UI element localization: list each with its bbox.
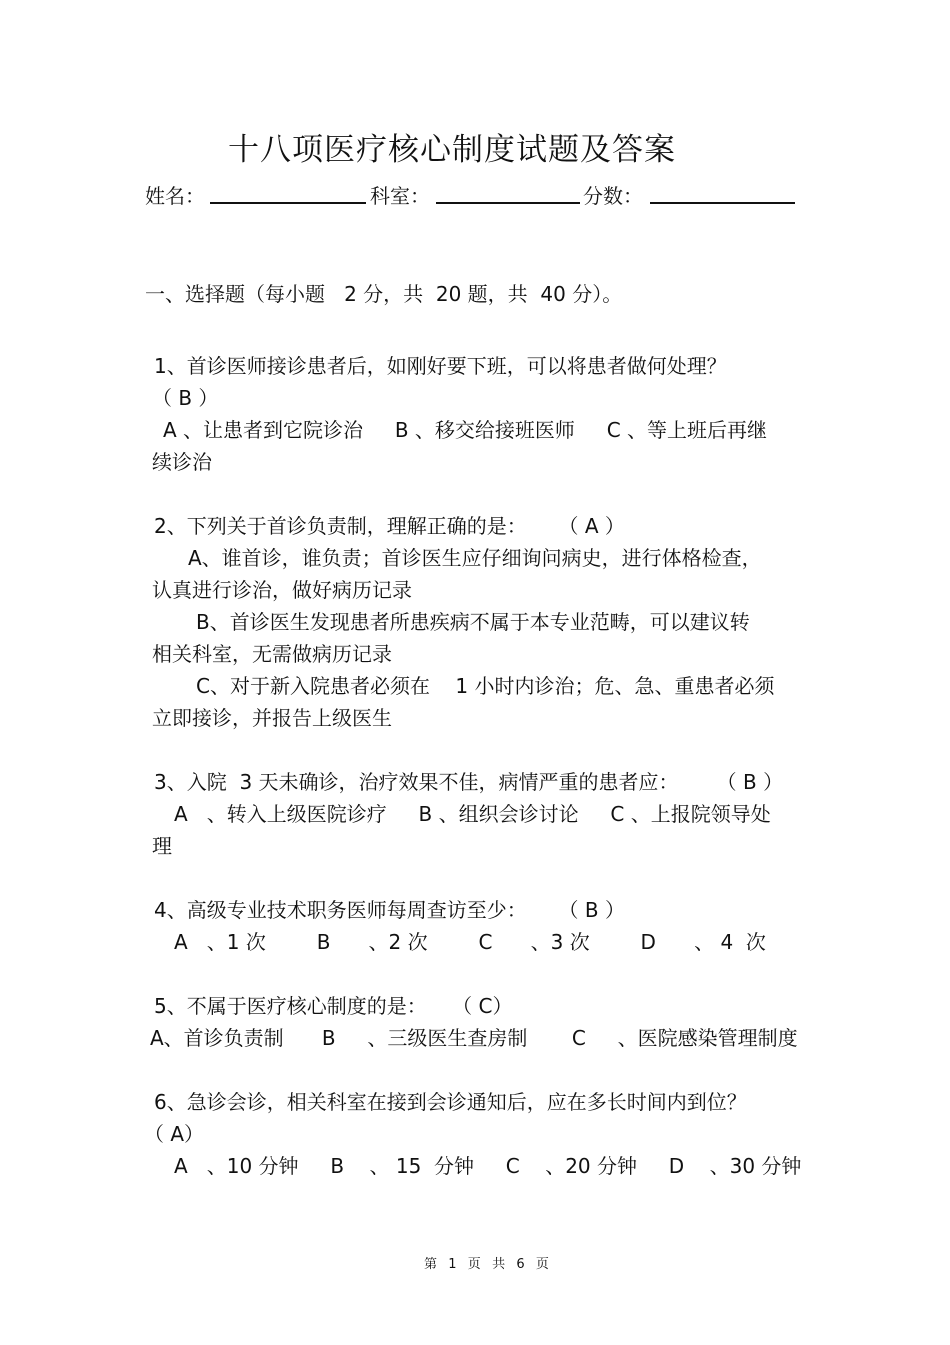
- question-5-options: A、首诊负责制 B 、三级医生查房制 C 、医院感染管理制度: [150, 1026, 798, 1050]
- question-3-text: 3、入院 3 天未确诊，治疗效果不佳，病情严重的患者应： （ B ）: [154, 770, 784, 794]
- question-2-option-a: A、谁首诊，谁负责；首诊医生应仔细询问病史，进行体格检查，: [188, 546, 762, 570]
- document-title: 十八项医疗核心制度试题及答案: [228, 132, 676, 168]
- question-3-options-cont: 理: [152, 834, 172, 858]
- question-1-options: A 、让患者到它院诊治 B 、移交给接班医师 C 、等上班后再继: [163, 418, 768, 442]
- question-5-text: 5、不属于医疗核心制度的是： （ C）: [154, 994, 513, 1018]
- question-1-text: 1、首诊医师接诊患者后，如刚好要下班，可以将患者做何处理？: [154, 354, 727, 378]
- question-1-options-cont: 续诊治: [152, 450, 212, 474]
- question-2-option-c-cont: 立即接诊，并报告上级医生: [152, 706, 392, 730]
- dept-blank: [436, 202, 580, 204]
- name-label: 姓名：: [145, 184, 205, 208]
- question-2-option-c: C、对于新入院患者必须在 1 小时内诊治；危、急、重患者必须: [196, 674, 775, 698]
- question-4-options: A 、1 次 B 、2 次 C 、3 次 D 、 4 次: [174, 930, 766, 954]
- score-blank: [650, 202, 795, 204]
- question-2-option-a-cont: 认真进行诊治，做好病历记录: [152, 578, 412, 602]
- question-6-text: 6、急诊会诊，相关科室在接到会诊通知后，应在多长时间内到位？: [154, 1090, 747, 1114]
- question-2-option-b: B、首诊医生发现患者所患疾病不属于本专业范畴，可以建议转: [196, 610, 750, 634]
- name-blank: [210, 202, 366, 204]
- question-6-options: A 、10 分钟 B 、 15 分钟 C 、20 分钟 D 、30 分钟: [174, 1154, 802, 1178]
- page-footer: 第 1 页 共 6 页: [424, 1257, 550, 1272]
- score-label: 分数：: [583, 184, 643, 208]
- question-4-text: 4、高级专业技术职务医师每周查访至少： （ B ）: [154, 898, 625, 922]
- dept-label: 科室：: [370, 184, 430, 208]
- section-heading: 一、选择题（每小题 2 分，共 20 题，共 40 分）。: [145, 282, 623, 306]
- question-2-option-b-cont: 相关科室，无需做病历记录: [152, 642, 392, 666]
- question-3-options: A 、转入上级医院诊疗 B 、组织会诊讨论 C 、上报院领导处: [174, 802, 771, 826]
- question-1-answer: （ B ）: [152, 386, 219, 410]
- question-2-text: 2、下列关于首诊负责制，理解正确的是： （ A ）: [154, 514, 625, 538]
- question-6-answer: （ A）: [144, 1122, 205, 1146]
